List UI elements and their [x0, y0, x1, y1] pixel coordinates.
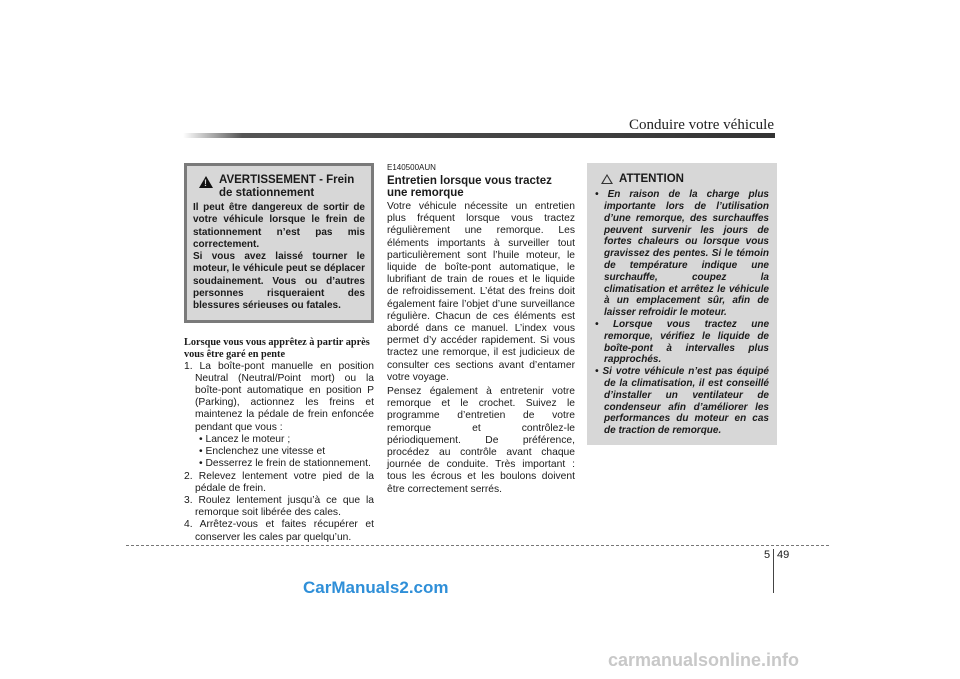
bullet-item: • Lancez le moteur ;	[199, 434, 374, 446]
paragraph: Pensez également à entretenir votre remorque et le crochet. Suivez le programme d’entretien de votre remorque et contrôlez-le périodiquement. De préférence, procédez au contrôle avant chaque journée de conduite. Très important : tous les écrous et les boulons doivent être correctement serrés.	[387, 386, 575, 495]
footer-section-number: 5	[764, 549, 771, 561]
column-left	[184, 163, 374, 544]
attention-title: ATTENTION	[619, 173, 684, 185]
step-bullets	[195, 434, 374, 471]
section-title: Entretien lorsque vous tractez une remorque	[387, 175, 552, 199]
page-header-title: Conduire votre véhicule	[629, 117, 774, 133]
bullet-item: • Desserrez le frein de stationnement.	[199, 458, 374, 470]
attention-header	[601, 173, 769, 185]
attention-list	[595, 189, 769, 437]
attention-box	[587, 163, 777, 445]
step-item: 2. Relevez lentement votre pied de la pédale de frein.	[184, 470, 374, 494]
parking-heading: Lorsque vous vous apprêtez à partir après vous être garé en pente	[184, 336, 370, 360]
watermark-link[interactable]: CarManuals2.com	[303, 578, 449, 597]
footer-dashed-rule	[126, 545, 829, 546]
caution-triangle-icon	[601, 174, 613, 184]
column-middle	[387, 163, 575, 496]
warning-header	[199, 174, 365, 199]
step-item: 4. Arrêtez-vous et faites récupérer et conserver les cales par quelqu’un.	[184, 519, 374, 543]
parking-steps	[184, 361, 374, 544]
step-item: 3. Roulez lentement jusqu’à ce que la remorque soit libérée des cales.	[184, 494, 374, 519]
warning-title: AVERTISSEMENT - Frein de stationnement	[219, 174, 355, 199]
step-item	[184, 361, 374, 471]
footer-separator	[773, 549, 774, 593]
warning-paragraph: Si vous avez laissé tourner le moteur, le véhicule peut se déplacer soudainement. Vous ou d’autres personnes risqueraient des blessures sérieuses ou fatales.	[193, 251, 365, 312]
section-code: E140500AUN	[387, 163, 436, 172]
bullet-item: • Enclenchez une vitesse et	[199, 446, 374, 458]
warning-body	[193, 202, 365, 313]
watermark-text: carmanualsonline.info	[608, 650, 800, 670]
warning-triangle-icon	[199, 176, 213, 188]
attention-item: • Si votre véhicule n’est pas équipé de la climatisation, il est conseillé d’installer un ventilateur de condenseur afin d’améliorer les performances du moteur en cas de traction de remorque.	[595, 366, 769, 437]
attention-item: • Lorsque vous tractez une remorque, vérifiez le liquide de boîte-pont à intervalles plus rapprochés.	[595, 319, 769, 366]
column-right	[587, 163, 777, 445]
paragraph: Votre véhicule nécessite un entretien plus fréquent lorsque vous tractez régulièrement une remorque. Les éléments importants à surveiller tout particulièrement sont l’huile moteur, le liquide de boîte-pont automatique, le lubrifiant de train de roues et le liquide de refroidissement. L’état des freins doit également faire l’objet d’une surveillance régulière. Chacun de ces éléments est abordé dans ce manuel. L’index vous permet d’y accéder rapidement. Si vous tractez une remorque, il est judicieux de consulter ces sections avant d’entamer votre voyage.	[387, 201, 575, 383]
step-text: 1. La boîte-pont manuelle en position Neutral (Neutral/Point mort) ou la boîte-pont automatique en position P (Parking), actionnez les freins et maintenez la pédale de frein enfoncée pendant que vous :	[184, 360, 374, 433]
footer-page-number: 49	[777, 549, 790, 561]
attention-item: • En raison de la charge plus importante lors de l’utilisation d’une remorque, des surchauffes peuvent survenir les jours de fortes chaleurs ou lorsque vous gravissez des pentes. Si le témoin de température indique une surchauffe, coupez la climatisation et arrêtez le véhicule à un emplacement sûr, afin de laisser refroidir le moteur.	[595, 189, 769, 319]
warning-paragraph: Il peut être dangereux de sortir de votre véhicule lorsque le frein de stationnement n’est pas mis correctement.	[193, 202, 365, 250]
warning-box	[184, 163, 374, 323]
header-rule	[183, 133, 775, 138]
